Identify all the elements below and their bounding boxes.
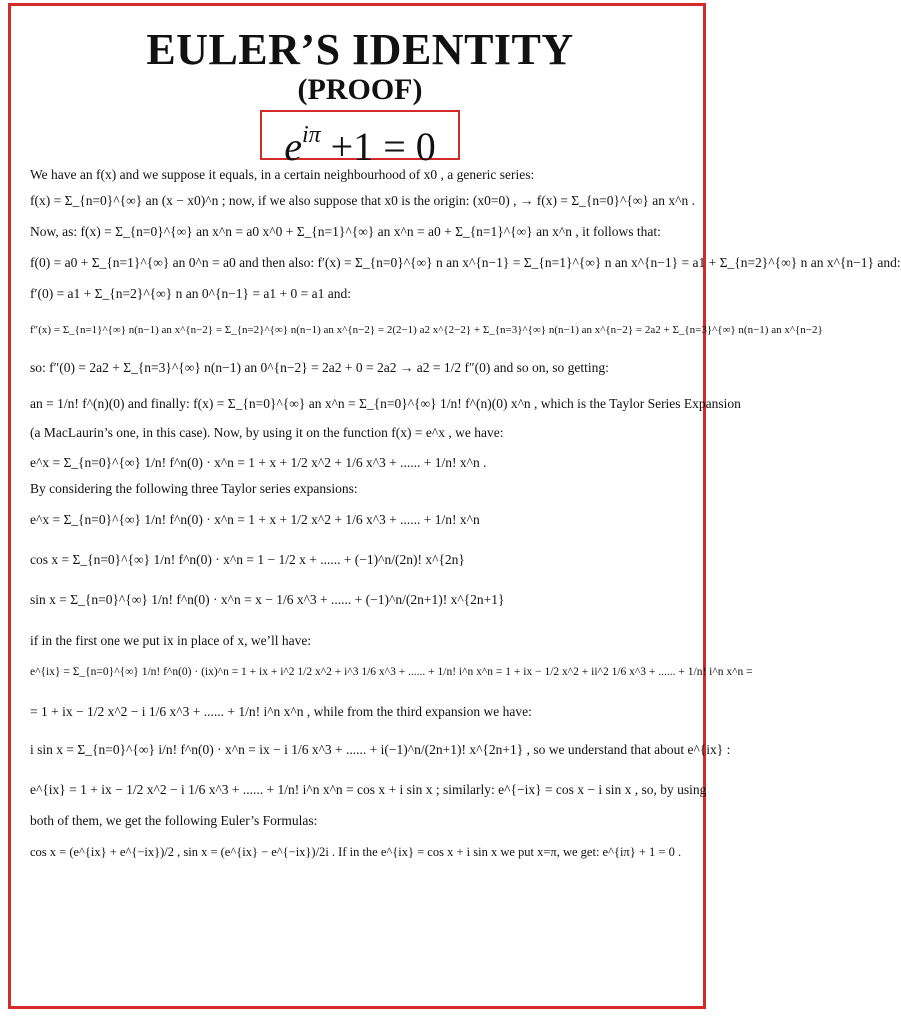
math-line: e^{ix} = 1 + ix − 1/2 x^2 − i 1/6 x^3 + ...... + 1/n! i^n x^n = cos x + i sin x ; similarly: e^{−ix} = cos x − i sin x , so, by using (30, 782, 707, 797)
document-page (30, 22, 901, 868)
identity-exponent: iπ (301, 122, 321, 148)
math-line: cos x = Σ_{n=0}^{∞} 1/n! f^n(0) · x^n = 1 − 1/2 x + ...... + (−1)^n/(2n)! x^{2n} (30, 552, 465, 567)
math-line: f(0) = a0 + Σ_{n=1}^{∞} an 0^n = a0 and then also: f′(x) = Σ_{n=0}^{∞} n an x^{n−1} = Σ_{n=1}^{∞} n an x^{n−1} = a1 + Σ_{n=2}^{∞} n an x^{n−1} and: (30, 255, 901, 270)
math-line: e^{ix} = Σ_{n=0}^{∞} 1/n! f^n(0) · (ix)^n = 1 + ix + i^2 1/2 x^2 + i^3 1/6 x^3 + ...... + 1/n! i^n x^n = 1 + ix − 1/2 x^2 + ii^2 1/6 x^3 + ...... + 1/n! i^n x^n = (30, 666, 753, 678)
math-line: f′(0) = a1 + Σ_{n=2}^{∞} n an 0^{n−1} = a1 + 0 = a1 and: (30, 286, 351, 301)
math-line: an = 1/n! f^(n)(0) and finally: f(x) = Σ_{n=0}^{∞} an x^n = Σ_{n=0}^{∞} 1/n! f^(n)(0) x^n , which is the Taylor Series Expansion (30, 396, 741, 411)
identity-rest: +1 = 0 (320, 124, 436, 169)
math-line: e^x = Σ_{n=0}^{∞} 1/n! f^n(0) · x^n = 1 + x + 1/2 x^2 + 1/6 x^3 + ...... + 1/n! x^n (30, 512, 480, 527)
proof-body (30, 164, 901, 868)
identity-box (260, 110, 460, 169)
page-subtitle: (PROOF) (297, 73, 423, 106)
text-line: By considering the following three Taylor series expansions: (30, 481, 358, 496)
math-line: Now, as: f(x) = Σ_{n=0}^{∞} an x^n = a0 x^0 + Σ_{n=1}^{∞} an x^n = a0 + Σ_{n=1}^{∞} an x^n , it follows that: (30, 224, 661, 239)
text-line: We have an f(x) and we suppose it equals, in a certain neighbourhood of x0 , a generic series: (30, 167, 535, 182)
math-line: cos x = (e^{ix} + e^{−ix})/2 , sin x = (e^{ix} − e^{−ix})/2i . If in the e^{ix} = cos x + i sin x we put x=π, we get: e^{iπ} + 1 = 0 . (30, 845, 682, 859)
math-line: = 1 + ix − 1/2 x^2 − i 1/6 x^3 + ...... + 1/n! i^n x^n , while from the third expansion we have: (30, 704, 532, 719)
math-line: e^x = Σ_{n=0}^{∞} 1/n! f^n(0) · x^n = 1 + x + 1/2 x^2 + 1/6 x^3 + ...... + 1/n! x^n . (30, 455, 487, 470)
identity-base: e (284, 124, 302, 169)
math-line: f(x) = Σ_{n=0}^{∞} an (x − x0)^n ; now, if we also suppose that x0 is the origin: (x0=0) , → f(x) = Σ_{n=0}^{∞} an x^n . (30, 193, 695, 208)
page-title: EULER’S IDENTITY (146, 25, 574, 74)
text-line: both of them, we get the following Euler’s Formulas: (30, 813, 318, 828)
math-line: so: f″(0) = 2a2 + Σ_{n=3}^{∞} n(n−1) an 0^{n−2} = 2a2 + 0 = 2a2 → a2 = 1/2 f″(0) and so on, so getting: (30, 360, 609, 375)
math-line: sin x = Σ_{n=0}^{∞} 1/n! f^n(0) · x^n = x − 1/6 x^3 + ...... + (−1)^n/(2n+1)! x^{2n+1} (30, 592, 505, 607)
math-line: i sin x = Σ_{n=0}^{∞} i/n! f^n(0) · x^n = ix − i 1/6 x^3 + ...... + i(−1)^n/(2n+1)! x^{2n+1} , so we understand that about e^{ix} : (30, 742, 731, 757)
text-line: (a MacLaurin’s one, in this case). Now, by using it on the function f(x) = e^x , we have: (30, 425, 504, 440)
text-line: if in the first one we put ix in place of x, we’ll have: (30, 633, 312, 648)
math-line: f″(x) = Σ_{n=1}^{∞} n(n−1) an x^{n−2} = Σ_{n=2}^{∞} n(n−1) an x^{n−2} = 2(2−1) a2 x^{2−2} + Σ_{n=3}^{∞} n(n−1) an x^{n−2} = 2a2 + Σ_{n=3}^{∞} n(n−1) an x^{n−2} (30, 324, 823, 336)
